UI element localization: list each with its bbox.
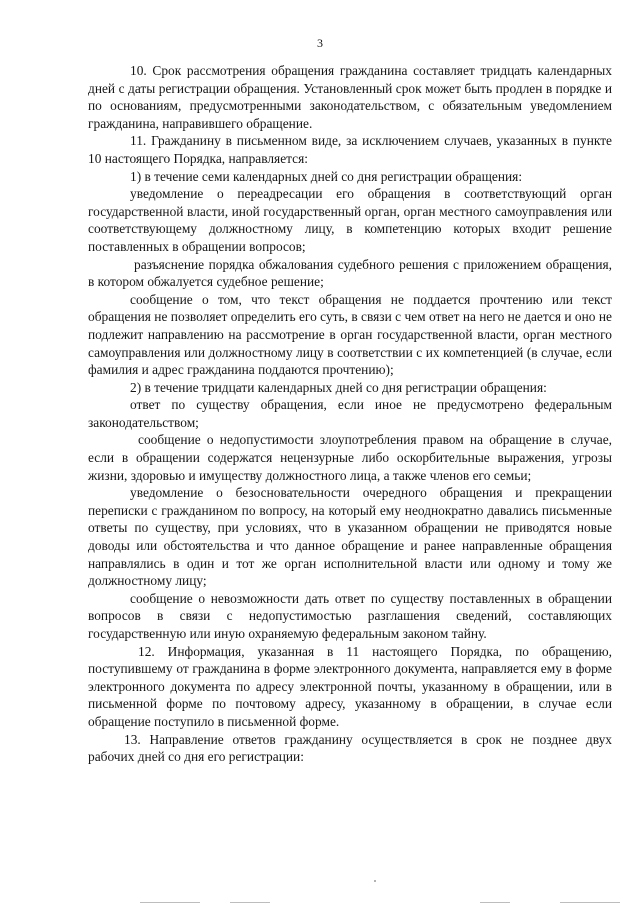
paragraph-11-2: 2) в течение тридцати календарных дней со дня регистрации обращения:: [130, 379, 547, 395]
paragraph-redirect-notice: уведомление о переадресации его обращения в соответствующий орган государственной власти, иной государственный орган, орган местного самоуправления или соответствующему должностному лицу, в компетенцию которых входит решение поставленных в обращении вопросов;: [88, 186, 612, 254]
paragraph-abuse-notice: сообщение о недопустимости злоупотребления правом на обращение в случае, если в обращении содержатся нецензурные либо оскорбительные выражения, угрозы жизни, здоровью и имуществу должностного лица, а также членов его семьи;: [88, 432, 612, 483]
paragraph-11: 11. Гражданину в письменном виде, за исключением случаев, указанных в пункте 10 настоящего Порядка, направляется:: [88, 133, 612, 166]
page-number: 3: [317, 36, 323, 50]
document-body: [88, 62, 612, 766]
paragraph-13: 13. Направление ответов гражданину осуществляется в срок не позднее двух рабочих дней со дня его регистрации:: [88, 731, 612, 765]
paragraph-groundless-notice: уведомление о безосновательности очередного обращения и прекращении переписки с гражданином по вопросу, на который ему неоднократно давались письменные ответы по существу, при условиях, что в указанном обращении не приводятся новые доводы или обстоятельства и что данное обращение и ранее направленные обращения направлялись в один и тот же орган исполнительной власти или одному и тому же должностному лицу;: [88, 485, 612, 589]
paragraph-unreadable-text: сообщение о том, что текст обращения не поддается прочтению или текст обращения не позволяет определить его суть, в связи с чем ответ на него не дается и оно не подлежит направлению на рассмотрение в орган государственной власти, орган местного самоуправления или должностному лицу в соответствии с их компетенцией (в случае, если фамилия и адрес гражданина поддаются прочтению);: [88, 291, 612, 378]
scan-edge-marks: [0, 899, 640, 905]
paragraph-secret-notice: сообщение о невозможности дать ответ по существу поставленных в обращении вопросов в связи с недопустимостью разглашения сведений, составляющих государственную или иную охраняемую федеральным законом тайну.: [88, 590, 612, 641]
paragraph-appeal-explanation: разъяснение порядка обжалования судебного решения с приложением обращения, в котором обжалуется судебное решение;: [88, 256, 612, 290]
paragraph-11-1: 1) в течение семи календарных дней со дня регистрации обращения:: [130, 168, 523, 184]
paragraph-10: 10. Срок рассмотрения обращения гражданина составляет тридцать календарных дней с даты регистрации обращения. Установленный срок может быть продлен в порядке и по основаниям, предусмотренными законодательством, с обязательным уведомлением гражданина, направившего обращение.: [88, 63, 612, 131]
scan-speck: [374, 880, 376, 882]
paragraph-12: 12. Информация, указанная в 11 настоящего Порядка, по обращению, поступившему от гражданина в форме электронного документа, направляется ему в форме электронного документа по адресу электронной почты, указанному в обращении, или в письменной форме по почтовому адресу, указанному в обращении, в случае если обращение поступило в письменной форме.: [88, 643, 612, 729]
paragraph-substantive-answer: ответ по существу обращения, если иное не предусмотрено федеральным законодательством;: [88, 397, 612, 430]
